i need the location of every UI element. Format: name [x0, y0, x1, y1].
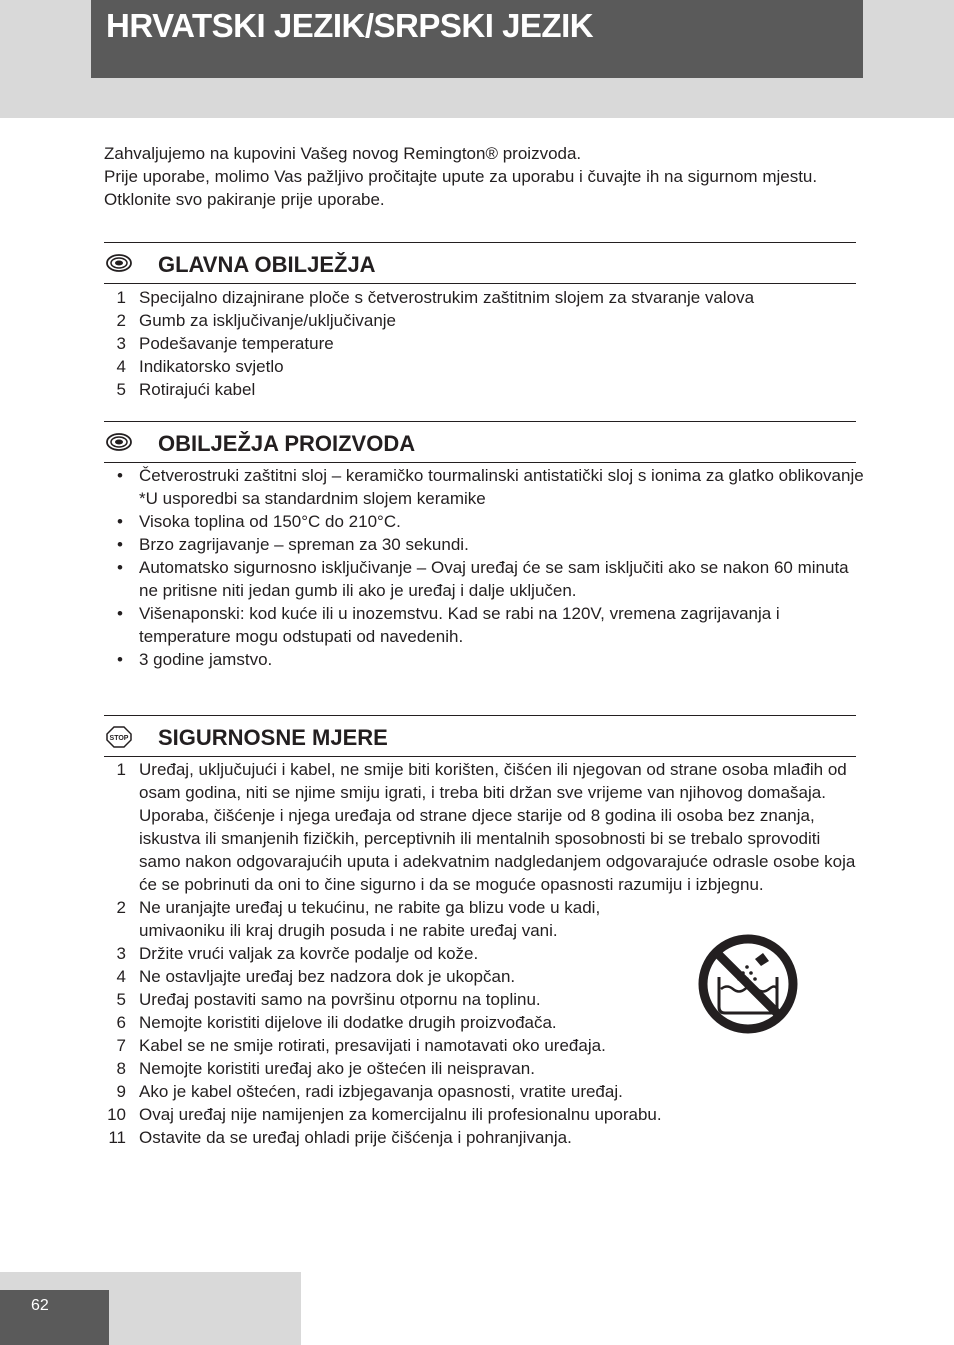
list-item: 6 Nemojte koristiti dijelove ili dodatke drugih proizvođača. — [116, 1013, 557, 1032]
section-safety-title: SIGURNOSNE MJERE — [158, 725, 388, 750]
list-item: 5 Uređaj postaviti samo na površinu otpornu na toplinu. — [116, 990, 541, 1009]
list-item: • Brzo zagrijavanje – spreman za 30 sekundi. — [117, 535, 469, 554]
section-features-title: GLAVNA OBILJEŽJA — [158, 252, 376, 277]
section-product-header — [104, 421, 856, 463]
list-item: 4 Ne ostavljajte uređaj bez nadzora dok je ukopčan. — [116, 967, 516, 986]
list-item: 11 Ostavite da se uređaj ohladi prije čišćenja i pohranjivanja. — [108, 1128, 572, 1147]
header-title-box — [91, 0, 863, 78]
features-list — [104, 286, 864, 401]
section-safety-header — [104, 715, 856, 757]
list-item: 1 Specijalno dizajnirane ploče s četverostrukim zaštitnim slojem za stvaranje valova — [116, 288, 755, 307]
list-item: 1 Uređaj, uključujući i kabel, ne smije biti korišten, čišćen ili njegovan od strane osoba mlađih od osam godina, niti se njime smiju igrati, i treba biti držan sve vrijeme van njihovog domašaja. Uporaba, čišćenje i njega uređaja od strane djece starije od 8 godina ili osoba bez znanja, iskustva ili smanjenih fizičkih, perceptivnih ili mentalnih sposobnosti bi se trebalo sprovoditi samo nakon odgovarajućih uputa i adekvatnim nadgledanjem odgovarajuće odrasle osobe koja će se pobrinuti da oni to čine sigurno i da se moguće opasnosti razumiju i izbjegnu. — [116, 760, 856, 894]
list-item: • 3 godine jamstvo. — [117, 650, 273, 669]
list-item: 10 Ovaj uređaj nije namijenjen za komercijalnu ili profesionalnu uporabu. — [107, 1105, 662, 1124]
product-list — [104, 464, 864, 671]
eye-icon — [106, 433, 132, 451]
eye-icon — [106, 254, 132, 272]
list-item: • Automatsko sigurnosno isključivanje – Ovaj uređaj će se sam isključiti ako se nakon 60 minuta ne pritisne niti jedan gumb ili ako je uređaj i dalje uključen. — [117, 558, 849, 600]
list-item: 9 Ako je kabel oštećen, radi izbjegavanja opasnosti, vratite uređaj. — [116, 1082, 623, 1101]
list-item: 7 Kabel se ne smije rotirati, presavijati i namotavati oko uređaja. — [116, 1036, 606, 1055]
page-title: HRVATSKI JEZIK/SRPSKI JEZIK — [106, 7, 594, 44]
intro-text — [104, 142, 864, 211]
stop-icon — [106, 726, 132, 748]
list-item: 4 Indikatorsko svjetlo — [116, 357, 284, 376]
list-item: 2 Ne uranjajte uređaj u tekućinu, ne rabite ga blizu vode u kadi, umivaoniku ili kraj drugih posuda i ne rabite uređaj vani. — [116, 898, 601, 940]
section-product-title: OBILJEŽJA PROIZVODA — [158, 431, 416, 456]
intro-line-2: Prije uporabe, molimo Vas pažljivo pročitajte upute za uporabu i čuvajte ih na sigurnom mjestu. Otklonite svo pakiranje prije uporabe. — [104, 167, 818, 209]
list-item: • Četverostruki zaštitni sloj – keramičko tourmalinski antistatički sloj s ionima za glatko oblikovanje *U usporedbi sa standardnim slojem keramike — [117, 466, 864, 508]
svg-text:STOP: STOP — [109, 735, 129, 742]
list-item: 3 Podešavanje temperature — [116, 334, 334, 353]
list-item: • Višenaponski: kod kuće ili u inozemstvu. Kad se rabi na 120V, vremena zagrijavanja i temperature mogu odstupati od navedenih. — [117, 604, 780, 646]
no-bath-shower-icon — [697, 933, 799, 1035]
list-item: 3 Držite vrući valjak za kovrče podalje od kože. — [116, 944, 479, 963]
intro-line-1: Zahvaljujemo na kupovini Vašeg novog Remington® proizvoda. — [104, 144, 582, 163]
list-item: 5 Rotirajući kabel — [116, 380, 256, 399]
list-item: 8 Nemojte koristiti uređaj ako je oštećen ili neispravan. — [116, 1059, 535, 1078]
page-number-box — [0, 1290, 109, 1345]
list-item: • Visoka toplina od 150°C do 210°C. — [117, 512, 401, 531]
section-features-header — [104, 242, 856, 284]
list-item: 2 Gumb za isključivanje/uključivanje — [116, 311, 397, 330]
page-number: 62 — [31, 1297, 49, 1314]
